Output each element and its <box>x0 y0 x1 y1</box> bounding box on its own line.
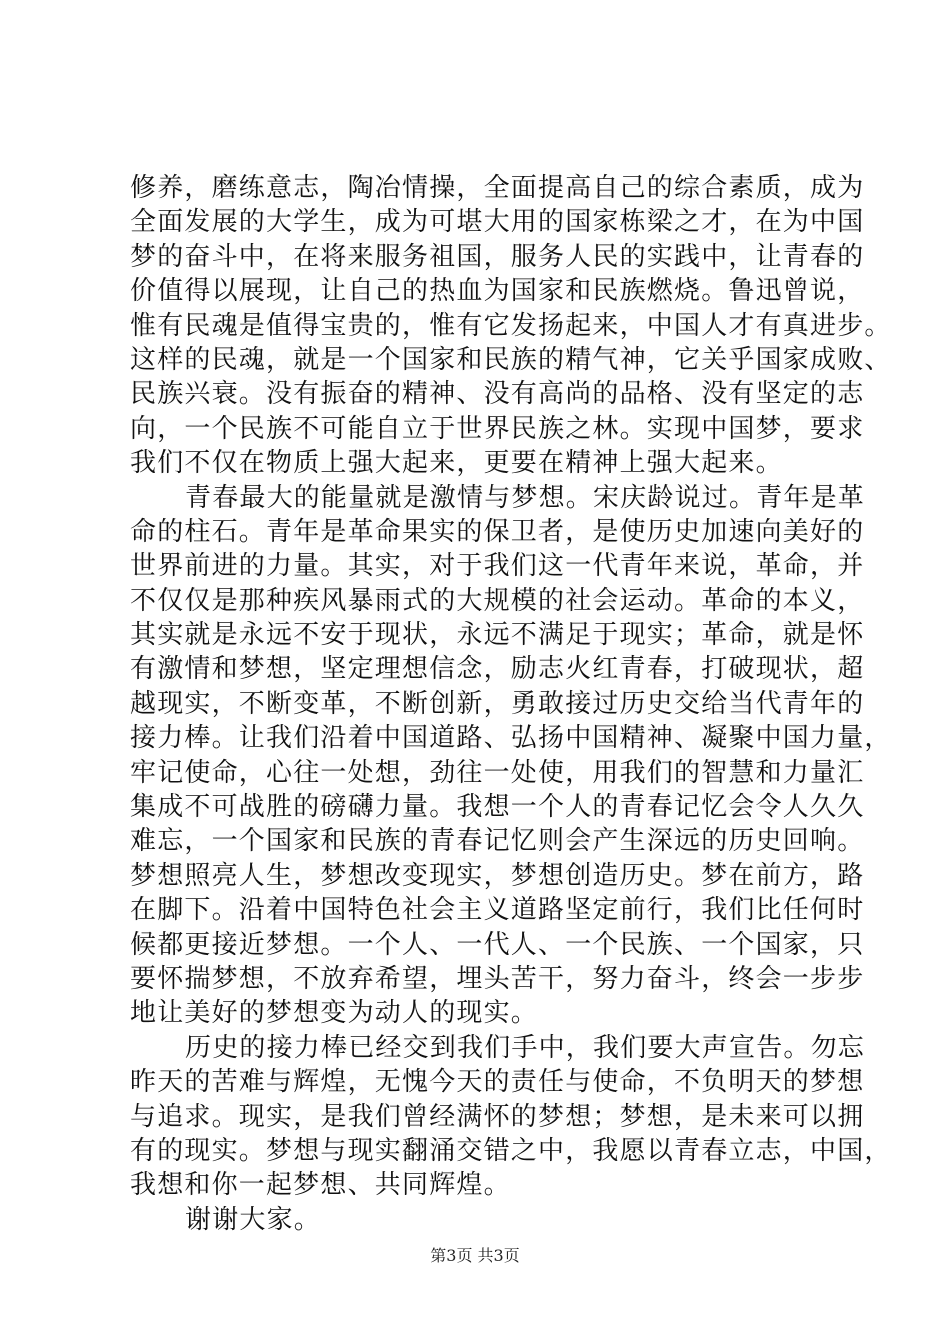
closing-line: 谢谢大家。 <box>185 1204 322 1235</box>
paragraph-4 <box>130 1203 842 1237</box>
text-line: 难忘，一个国家和民族的青春记忆则会产生深远的历史回响。 <box>130 826 865 857</box>
text-line: 要怀揣梦想，不放弃希望，埋头苦干，努力奋斗，终会一步步 <box>130 963 865 994</box>
paragraph-3 <box>130 1031 892 1203</box>
page-number-label: 第3页 共3页 <box>430 1246 520 1265</box>
paragraph-1 <box>130 171 892 481</box>
text-line: 地让美好的梦想变为动人的现实。 <box>130 998 539 1029</box>
text-line: 世界前进的力量。其实，对于我们这一代青年来说，革命，并 <box>130 551 865 582</box>
text-line: 梦的奋斗中，在将来服务祖国，服务人民的实践中，让青春的 <box>130 241 865 272</box>
text-line: 在脚下。沿着中国特色社会主义道路坚定前行，我们比任何时 <box>130 895 865 926</box>
text-line: 青春最大的能量就是激情与梦想。宋庆龄说过。青年是革 <box>185 482 866 513</box>
text-line: 我想和你一起梦想、共同辉煌。 <box>130 1170 511 1201</box>
text-line: 不仅仅是那种疾风暴雨式的大规模的社会运动。革命的本义， <box>130 585 865 616</box>
text-line: 向，一个民族不可能自立于世界民族之林。实现中国梦，要求 <box>130 413 865 444</box>
text-line: 昨天的苦难与辉煌，无愧今天的责任与使命，不负明天的梦想 <box>130 1067 865 1098</box>
text-line: 历史的接力棒已经交到我们手中，我们要大声宣告。勿忘 <box>185 1032 866 1063</box>
text-line: 命的柱石。青年是革命果实的保卫者，是使历史加速向美好的 <box>130 516 865 547</box>
text-line: 我们不仅在物质上强大起来，更要在精神上强大起来。 <box>130 448 783 479</box>
text-line: 民族兴衰。没有振奋的精神、没有高尚的品格、没有坚定的志 <box>130 379 865 410</box>
text-line: 其实就是永远不安于现状，永远不满足于现实；革命，就是怀 <box>130 620 865 651</box>
document-body <box>130 171 892 1237</box>
text-line: 全面发展的大学生，成为可堪大用的国家栋梁之才，在为中国 <box>130 207 865 238</box>
paragraph-2 <box>130 481 892 1031</box>
page-footer <box>0 1243 950 1266</box>
text-line: 候都更接近梦想。一个人、一代人、一个民族、一个国家，只 <box>130 929 865 960</box>
text-line: 这样的民魂，就是一个国家和民族的精气神，它关乎国家成败、 <box>130 344 892 375</box>
text-line: 价值得以展现，让自己的热血为国家和民族燃烧。鲁迅曾说， <box>130 276 865 307</box>
text-line: 牢记使命，心往一处想，劲往一处使，用我们的智慧和力量汇 <box>130 757 865 788</box>
text-line: 梦想照亮人生，梦想改变现实，梦想创造历史。梦在前方，路 <box>130 860 865 891</box>
text-line: 与追求。现实，是我们曾经满怀的梦想；梦想，是未来可以拥 <box>130 1101 865 1132</box>
text-line: 有的现实。梦想与现实翻涌交错之中，我愿以青春立志，中国， <box>130 1135 892 1166</box>
text-line: 惟有民魂是值得宝贵的，惟有它发扬起来，中国人才有真进步。 <box>130 310 892 341</box>
text-line: 越现实，不断变革，不断创新，勇敢接过历史交给当代青年的 <box>130 688 865 719</box>
text-line: 修养，磨练意志，陶冶情操，全面提高自己的综合素质，成为 <box>130 173 865 203</box>
text-line: 接力棒。让我们沿着中国道路、弘扬中国精神、凝聚中国力量， <box>130 723 892 754</box>
text-line: 有激情和梦想，坚定理想信念，励志火红青春，打破现状，超 <box>130 654 865 685</box>
text-line: 集成不可战胜的磅礴力量。我想一个人的青春记忆会令人久久 <box>130 792 865 823</box>
